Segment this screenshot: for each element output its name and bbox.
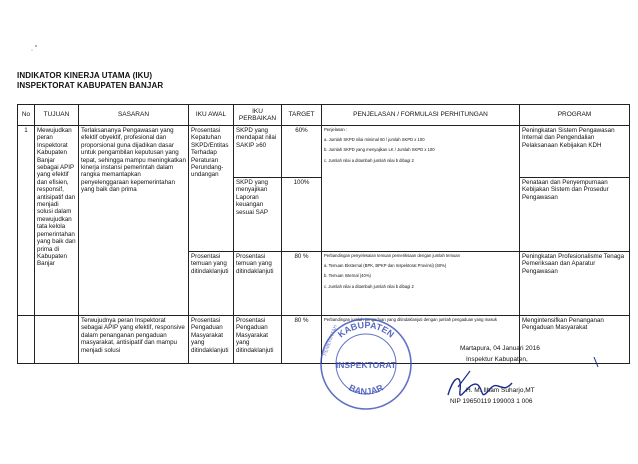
cell-program: Penataan dan Penyempurnaan Kebijakan Sistem dan Prosedur Pengawasan [520,178,630,252]
header-sasaran: SASARAN [79,105,189,126]
header-no: No [18,105,35,126]
cell-target: 80 % [282,252,322,316]
cell-sasaran: Terwujudnya peran Inspektorat sebagai APIP yang efektif, responsive dalam penanganan pengaduan masyarakat, antisipatif dan mampu menjadi solusi [79,316,189,364]
header-iku-awal: IKU AWAL [189,105,234,126]
cell-iku-perbaikan: Prosentasi temuan yang ditindaklanjuti [234,252,282,316]
official-stamp [318,316,414,412]
cell-target: 80 % [282,316,322,364]
header-target: TARGET [282,105,322,126]
cell-iku-awal: Prosentasi temuan yang ditindaklanjuti [189,252,234,316]
document-subtitle: INSPEKTORAT KABUPATEN BANJAR [17,81,164,90]
cell-target: 100% [282,178,322,252]
stamp-center-text: INSPEKTORAT [335,360,397,370]
cell-iku-awal: Prosentasi Kepatuhan SKPD/Entitas Terhadap Peraturan Perundang-undangan [189,126,234,252]
cell-iku-perbaikan: Prosentasi Pengaduan Masyarakat yang ditindaklanjuti [234,316,282,364]
row-number: 1 [18,126,35,316]
stamp-left-text: PEMERINTAH [322,324,339,357]
cell-penjelasan: Perbandingan penyelesaian temuan pemeriksaan dengan jumlah temuan a. Temuan Eksternal (BPK, BPKP dan Inspektorat Provinsi) (60%) b. Temuan Internal (40%) c. Jumlah nilai a ditambah jumlah nilai b dibagi 2 [322,252,520,316]
cell-target: 60% [282,126,322,178]
svg-text:KABUPATEN [336,320,396,340]
cell-program: Peningkatan Sistem Pengawasan Internal dan Pengendalian Pelaksanaan Kebijakan KDH [520,126,630,178]
cell-tujuan-empty [35,316,79,364]
cell-iku-perbaikan: SKPD yang menyajikan Laporan keuangan sesuai SAP [234,178,282,252]
sign-name: H. M. Ilham Suharjo,MT [466,387,535,394]
scan-speck [26,38,46,63]
header-iku-perbaikan: IKU PERBAIKAN [234,105,282,126]
cell-tujuan: Mewujudkan peran Inspektorat Kabupaten Banjar sebagai APIP yang efektif dan efisien, responsif, antisipatif dan menjadi solusi dalam mewujudkan tata kelola pemerintahan yang baik dan prima di Kabupaten Banjar [35,126,79,316]
signature-block [450,343,540,407]
check-mark-icon [592,355,604,369]
cell-no-empty [18,316,35,364]
sign-title: Inspektur Kabupaten, [466,356,528,363]
document-title: INDIKATOR KINERJA UTAMA (IKU) [17,71,153,80]
table-row [18,126,630,178]
header-row [18,105,630,126]
cell-program: Mengintensifkan Penanganan Pengaduan Masyarakat [520,316,630,364]
cell-penjelasan: Perbandingan jumlah pengaduan yang ditindaklanjuti dengan jumlah pengaduan yang masuk [322,316,520,364]
stamp-bottom-text: BANJAR [347,382,385,397]
cell-sasaran: Terlaksananya Pengawasan yang efektif obyektif, profesional dan proporsional guna dijadikan dasar untuk pengambilan keputusan yang tepat, sehingga mampu meningkatkan kinerja instansi pemerintah dalam rangka memantapkan penyelenggaraan kepemerintahan yang baik dan prima [79,126,189,316]
cell-iku-awal: Prosentasi Pengaduan Masyarakat yang ditindaklanjuti [189,316,234,364]
header-penjelasan: PENJELASAN / FORMULASI PERHITUNGAN [322,105,520,126]
sign-nip: NIP 19650119 199003 1 006 [450,398,533,405]
cell-iku-perbaikan: SKPD yang mendapat nilai SAKIP ≥60 [234,126,282,178]
cell-penjelasan: Penjelasan : a. Jumlah SKPD nilai minimal 60 / jumlah SKPD x 100 b. Jumlah SKPD yang menyajikan LK / Jumlah SKPD x 100 c. Jumlah nilai a ditambah jumlah nilai b dibagi 2 [322,126,520,252]
cell-program: Peningkatan Profesionalisme Tenaga Pemeriksaan dan Aparatur Pengawasan [520,252,630,316]
sign-place-date: Martapura, 04 Januari 2016 [460,345,540,352]
stamp-top-text: KABUPATEN [335,319,397,340]
svg-text:BANJAR [347,382,385,396]
header-tujuan: TUJUAN [35,105,79,126]
header-program: PROGRAM [520,105,630,126]
